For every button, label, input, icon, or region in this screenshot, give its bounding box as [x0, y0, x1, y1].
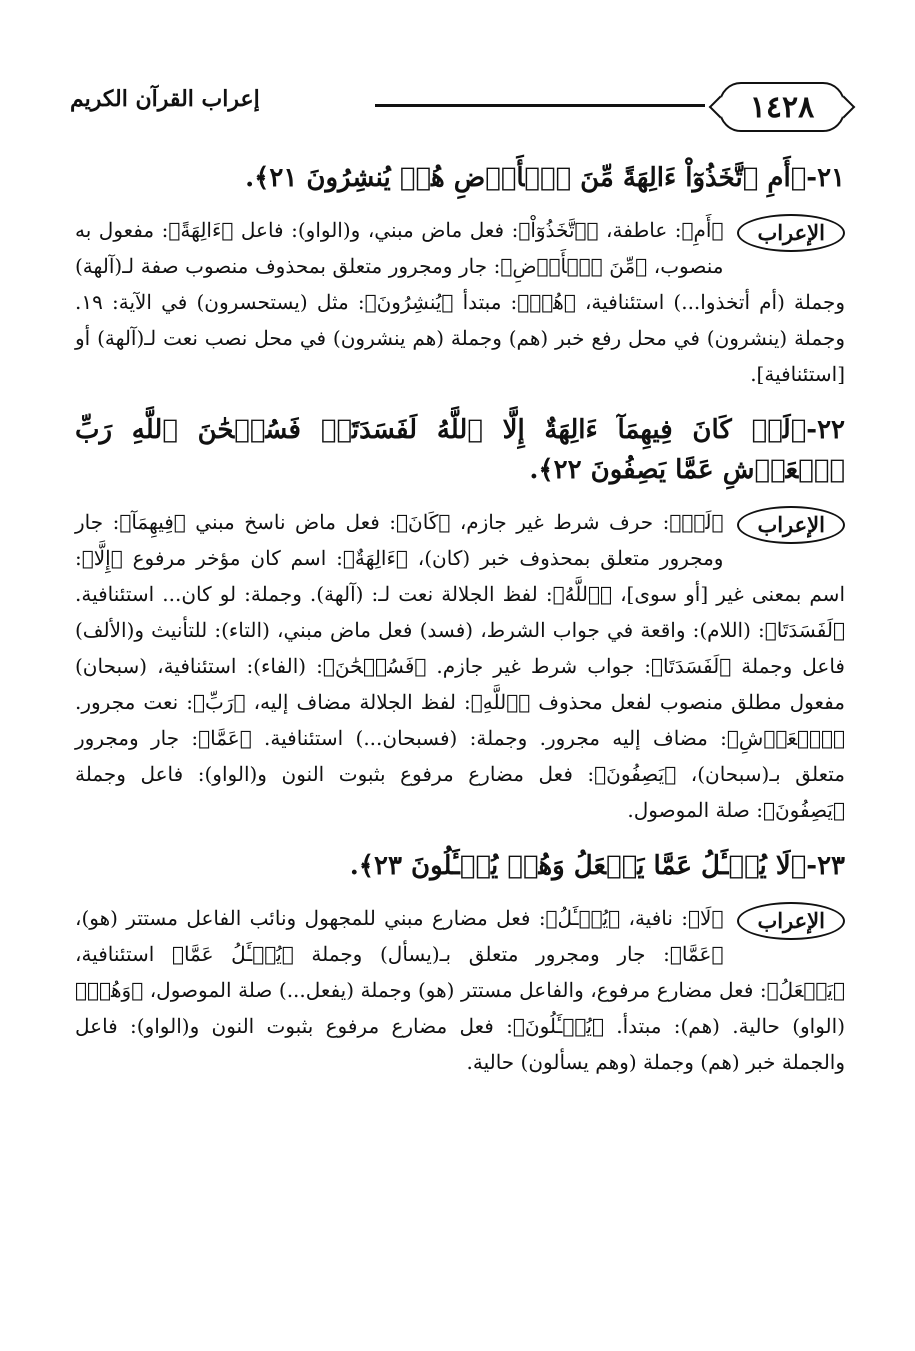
page-content — [75, 150, 845, 1098]
verse-21: ٢١-﴿أَمِ ٱتَّخَذُوٓاْ ءَالِهَةً مِّنَ ٱلۡأَرۡضِ هُمۡ يُنشِرُونَ ٢١﴾. — [245, 163, 845, 193]
page-header — [70, 82, 845, 132]
page-number: ١٤٢٨ — [719, 82, 845, 132]
book-title: إعراب القرآن الكريم — [70, 86, 260, 112]
irab-text: ﴿لَوۡ﴾: حرف شرط غير جازم، ﴿كَانَ﴾: فعل ماض ناسخ مبني ﴿فِيهِمَآ﴾: جار ومجرور متعلق بمحذوف خبر (كان)، ﴿ءَالِهَةٌ﴾: اسم كان مؤخر مرفوع ﴿إِلَّا﴾: اسم بمعنى غير [أو سوى]، ﴿ٱللَّهُ﴾: لفظ الجلالة نعت لـ: (آلهة). وجملة: لو كان... استئنافية. ﴿لَفَسَدَتَا﴾: (اللام): واقعة في جواب الشرط، (فسد) فعل ماض مبني، (التاء): للتأنيث و(الألف) فاعل وجملة ﴿لَفَسَدَتَا﴾: جواب شرط غير جازم. ﴿فَسُبۡحَٰنَ﴾: (الفاء): استئنافية، (سبحان) مفعول مطلق منصوب لفعل محذوف ﴿ٱللَّهِ﴾: لفظ الجلالة مضاف إليه، ﴿رَبِّ﴾: نعت مجرور. ﴿ٱلۡعَرۡشِ﴾: مضاف إليه مجرور. وجملة: (فسبحان...) استئنافية. ﴿عَمَّا﴾: جار ومجرور متعلق بـ(سبحان)، ﴿يَصِفُونَ﴾: فعل مضارع مرفوع بثبوت النون و(الواو): فاعل وجملة ﴿يَصِفُونَ﴾: صلة الموصول. — [75, 510, 845, 822]
irab-label: الإعراب — [737, 214, 845, 252]
verse-22: ٢٢-﴿لَوۡ كَانَ فِيهِمَآ ءَالِهَةٌ إِلَّا ٱللَّهُ لَفَسَدَتَاۚ فَسُبۡحَٰنَ ٱللَّهِ رَبِّ ٱلۡعَرۡشِ عَمَّا يَصِفُونَ ٢٢﴾. — [75, 415, 845, 485]
verse-23: ٢٣-﴿لَا يُسۡـَٔلُ عَمَّا يَفۡعَلُ وَهُمۡ يُسۡـَٔلُونَ ٢٣﴾. — [349, 851, 845, 881]
header-rule — [375, 104, 705, 107]
irab-label: الإعراب — [737, 506, 845, 544]
irab-block-21 — [75, 212, 845, 392]
irab-label: الإعراب — [737, 902, 845, 940]
irab-text: ﴿لَا﴾: نافية، ﴿يُسۡـَٔلُ﴾: فعل مضارع مبني للمجهول ونائب الفاعل مستتر (هو)، ﴿عَمَّا﴾: جار ومجرور متعلق بـ(يسأل) وجملة ﴿يُسۡـَٔلُ عَمَّا﴾ استئنافية، ﴿يَفۡعَلُ﴾: فعل مضارع مرفوع، والفاعل مستتر (هو) وجملة (يفعل...) صلة الموصول، ﴿وَهُمۡ﴾ (الواو) حالية. (هم): مبتدأ. ﴿يُسۡـَٔلُونَ﴾: فعل مضارع مرفوع بثبوت النون و(الواو): فاعل والجملة خبر (هم) وجملة (وهم يسألون) حالية. — [75, 906, 845, 1074]
irab-block-22 — [75, 504, 845, 828]
irab-text: ﴿أَمِ﴾: عاطفة، ﴿ٱتَّخَذُوٓاْ﴾: فعل ماض مبني، و(الواو): فاعل ﴿ءَالِهَةً﴾: مفعول به منصوب، ﴿مِّنَ ٱلۡأَرۡضِ﴾: جار ومجرور متعلق بمحذوف منصوب صفة لـ(آلهة) وجملة (أم أتخذوا...) استئنافية، ﴿هُمۡ﴾: مبتدأ ﴿يُنشِرُونَ﴾: مثل (يستحسرون) في الآية: ١٩. وجملة (ينشرون) في محل رفع خبر (هم) وجملة (هم ينشرون) في محل نصب نعت لـ(آلهة) أو [استئنافية]. — [75, 218, 845, 386]
irab-block-23 — [75, 900, 845, 1080]
